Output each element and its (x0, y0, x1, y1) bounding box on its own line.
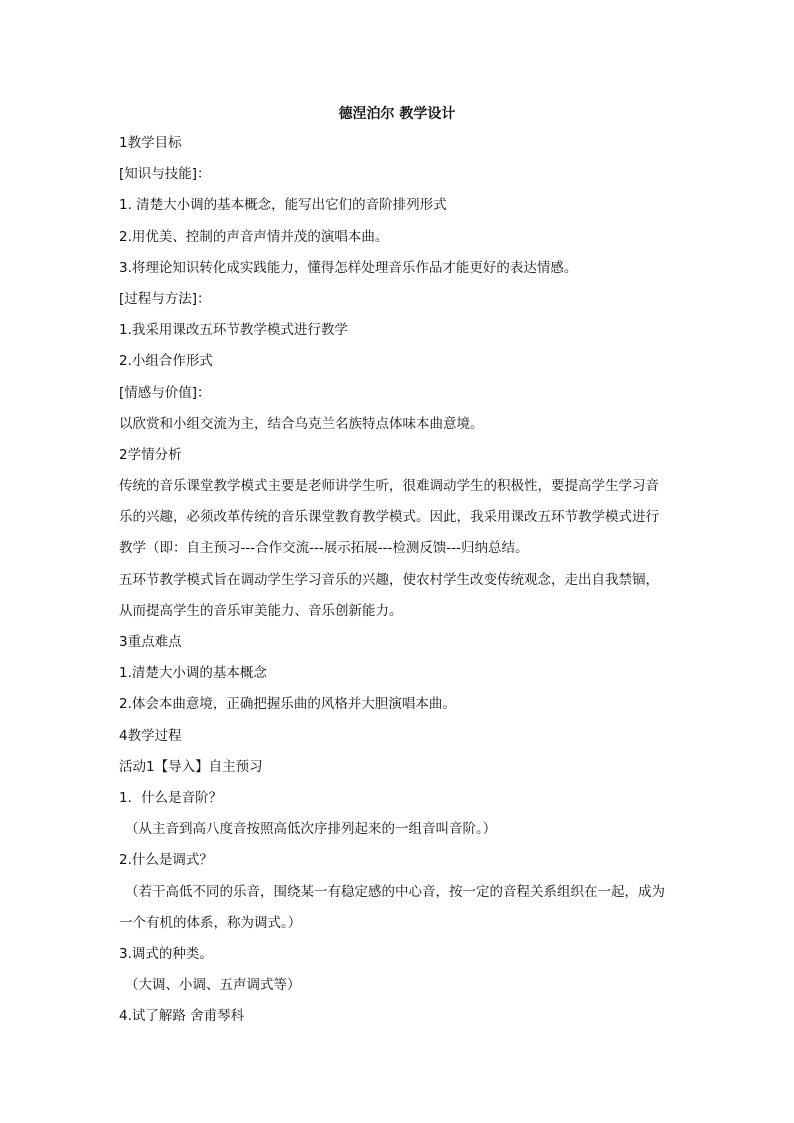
document-title: 德涅泊尔 教学设计 (338, 106, 456, 122)
paragraph: 乐的兴趣，必须改革传统的音乐课堂教育教学模式。因此，我采用课改五环节教学模式进行 (119, 509, 659, 526)
subheading-knowledge-skills: [知识与技能]： (119, 166, 211, 183)
paragraph: 2.体会本曲意境，正确把握乐曲的风格并大胆演唱本曲。 (119, 696, 456, 713)
paragraph: 五环节教学模式旨在调动学生学习音乐的兴趣，使农村学生改变传统观念，走出自我禁锢， (119, 571, 659, 588)
activity-heading: 活动1【导入】自主预习 (119, 758, 263, 775)
document-body (119, 131, 679, 1035)
paragraph: 1. 清楚大小调的基本概念，能写出它们的音阶排列形式 (119, 197, 447, 214)
subheading-emotion-value: [情感与价值]： (119, 384, 211, 401)
paragraph: 教学（即：自主预习---合作交流---展示拓展---检测反馈---归纳总结。 (119, 540, 529, 557)
section-heading-key-points: 3重点难点 (119, 634, 182, 650)
subheading-process-method: [过程与方法]： (119, 290, 211, 307)
answer-continuation: 一个有机的体系，称为调式。） (119, 914, 302, 931)
question: 4.试了解路 舍甫琴科 (119, 1008, 245, 1025)
question: 1．什么是音阶？ (119, 789, 223, 806)
section-heading-analysis: 2学情分析 (119, 446, 182, 463)
section-heading-process: 4教学过程 (119, 727, 182, 744)
paragraph: 从而提高学生的音乐审美能力、音乐创新能力。 (119, 602, 403, 619)
paragraph: 传统的音乐课堂教学模式主要是老师讲学生听，很难调动学生的积极性，要提高学生学习音 (119, 478, 659, 495)
paragraph: 2.用优美、控制的声音声情并茂的演唱本曲。 (119, 228, 389, 245)
section-heading-objectives: 1教学目标 (119, 135, 182, 151)
question: 2.什么是调式？ (119, 852, 213, 869)
paragraph: 1.我采用课改五环节教学模式进行教学 (119, 322, 348, 339)
answer: （大调、小调、五声调式等） (125, 977, 301, 994)
paragraph: 1.清楚大小调的基本概念 (119, 665, 267, 682)
paragraph: 3.将理论知识转化成实践能力，懂得怎样处理音乐作品才能更好的表达情感。 (119, 259, 578, 276)
paragraph: 以欣赏和小组交流为主，结合乌克兰名族特点体味本曲意境。 (119, 415, 484, 432)
paragraph: 2.小组合作形式 (119, 353, 213, 370)
question: 3.调式的种类。 (119, 945, 213, 962)
answer: （从主音到高八度音按照高低次序排列起来的一组音叫音阶。） (125, 821, 497, 838)
answer: （若干高低不同的乐音，围绕某一有稳定感的中心音，按一定的音程关系组织在一起，成为 (125, 883, 665, 900)
